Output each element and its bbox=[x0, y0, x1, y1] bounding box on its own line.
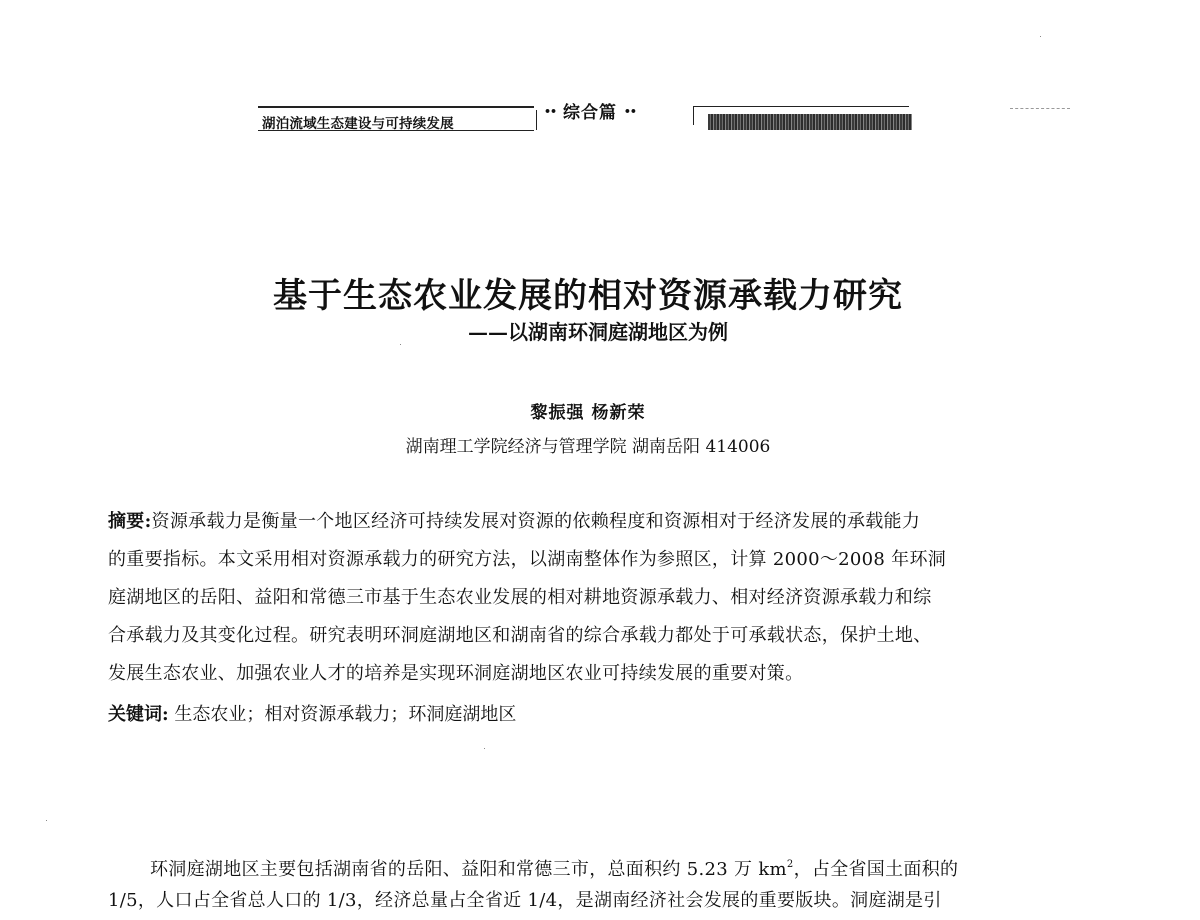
article-subtitle: ——以湖南环洞庭湖地区为例 bbox=[468, 320, 728, 344]
scan-speck bbox=[1040, 36, 1041, 37]
article-authors: 黎振强 杨新荣 bbox=[530, 403, 646, 423]
superscript: 2 bbox=[786, 859, 794, 870]
abstract-line: 的重要指标。本文采用相对资源承载力的研究方法，以湖南整体作为参照区，计算 2000～2008 年环洞 bbox=[108, 549, 947, 570]
header-rule-bottom bbox=[258, 130, 534, 131]
abstract-line-text: 资源承载力是衡量一个地区经济可持续发展对资源的依赖程度和资源相对于经济发展的承载能力 bbox=[151, 511, 921, 532]
scan-artifact-bar bbox=[708, 114, 912, 130]
keywords-text: 生态农业；相对资源承载力；环洞庭湖地区 bbox=[174, 704, 517, 725]
abstract-line bbox=[108, 507, 920, 537]
scan-speck bbox=[400, 344, 401, 345]
keywords-label: 关键词: bbox=[108, 704, 169, 725]
section-dots-left: •• bbox=[544, 105, 557, 118]
article-title: 基于生态农业发展的相对资源承载力研究 bbox=[273, 276, 903, 316]
abstract-line: 发展生态农业、加强农业人才的培养是实现环洞庭湖地区农业可持续发展的重要对策。 bbox=[108, 663, 804, 684]
body-paragraph-line bbox=[150, 850, 958, 885]
section-label-text: 综合篇 bbox=[562, 103, 617, 123]
abstract-label: 摘要: bbox=[108, 511, 152, 532]
body-line-text: 环洞庭湖地区主要包括湖南省的岳阳、益阳和常德三市，总面积约 5.23 万 km bbox=[150, 859, 787, 880]
journal-name: 湖泊流域生态建设与可持续发展 bbox=[262, 116, 454, 132]
header-bracket-right bbox=[693, 106, 700, 125]
header-rule-right bbox=[699, 106, 909, 107]
scan-speck bbox=[46, 820, 47, 821]
keywords bbox=[108, 700, 516, 730]
abstract-line: 庭湖地区的岳阳、益阳和常德三市基于生态农业发展的相对耕地资源承载力、相对经济资源承载力和综 bbox=[108, 587, 932, 608]
header-rule-top bbox=[258, 106, 534, 108]
body-line-text: ，占全省国土面积的 bbox=[793, 859, 959, 880]
header-bracket-left bbox=[530, 110, 537, 130]
body-paragraph-line: 1/5，人口占全省总人口的 1/3，经济总量占全省近 1/4，是湖南经济社会发展的重要版块。洞庭湖是引 bbox=[108, 890, 942, 911]
scan-artifact-dash bbox=[1010, 108, 1070, 109]
scan-speck bbox=[484, 748, 485, 749]
section-label bbox=[544, 98, 636, 123]
section-dots-right: •• bbox=[623, 105, 636, 118]
author-affiliation: 湖南理工学院经济与管理学院 湖南岳阳 414006 bbox=[405, 437, 771, 457]
running-header bbox=[258, 96, 918, 136]
abstract-line: 合承载力及其变化过程。研究表明环洞庭湖地区和湖南省的综合承载力都处于可承载状态，保护土地、 bbox=[108, 625, 932, 646]
